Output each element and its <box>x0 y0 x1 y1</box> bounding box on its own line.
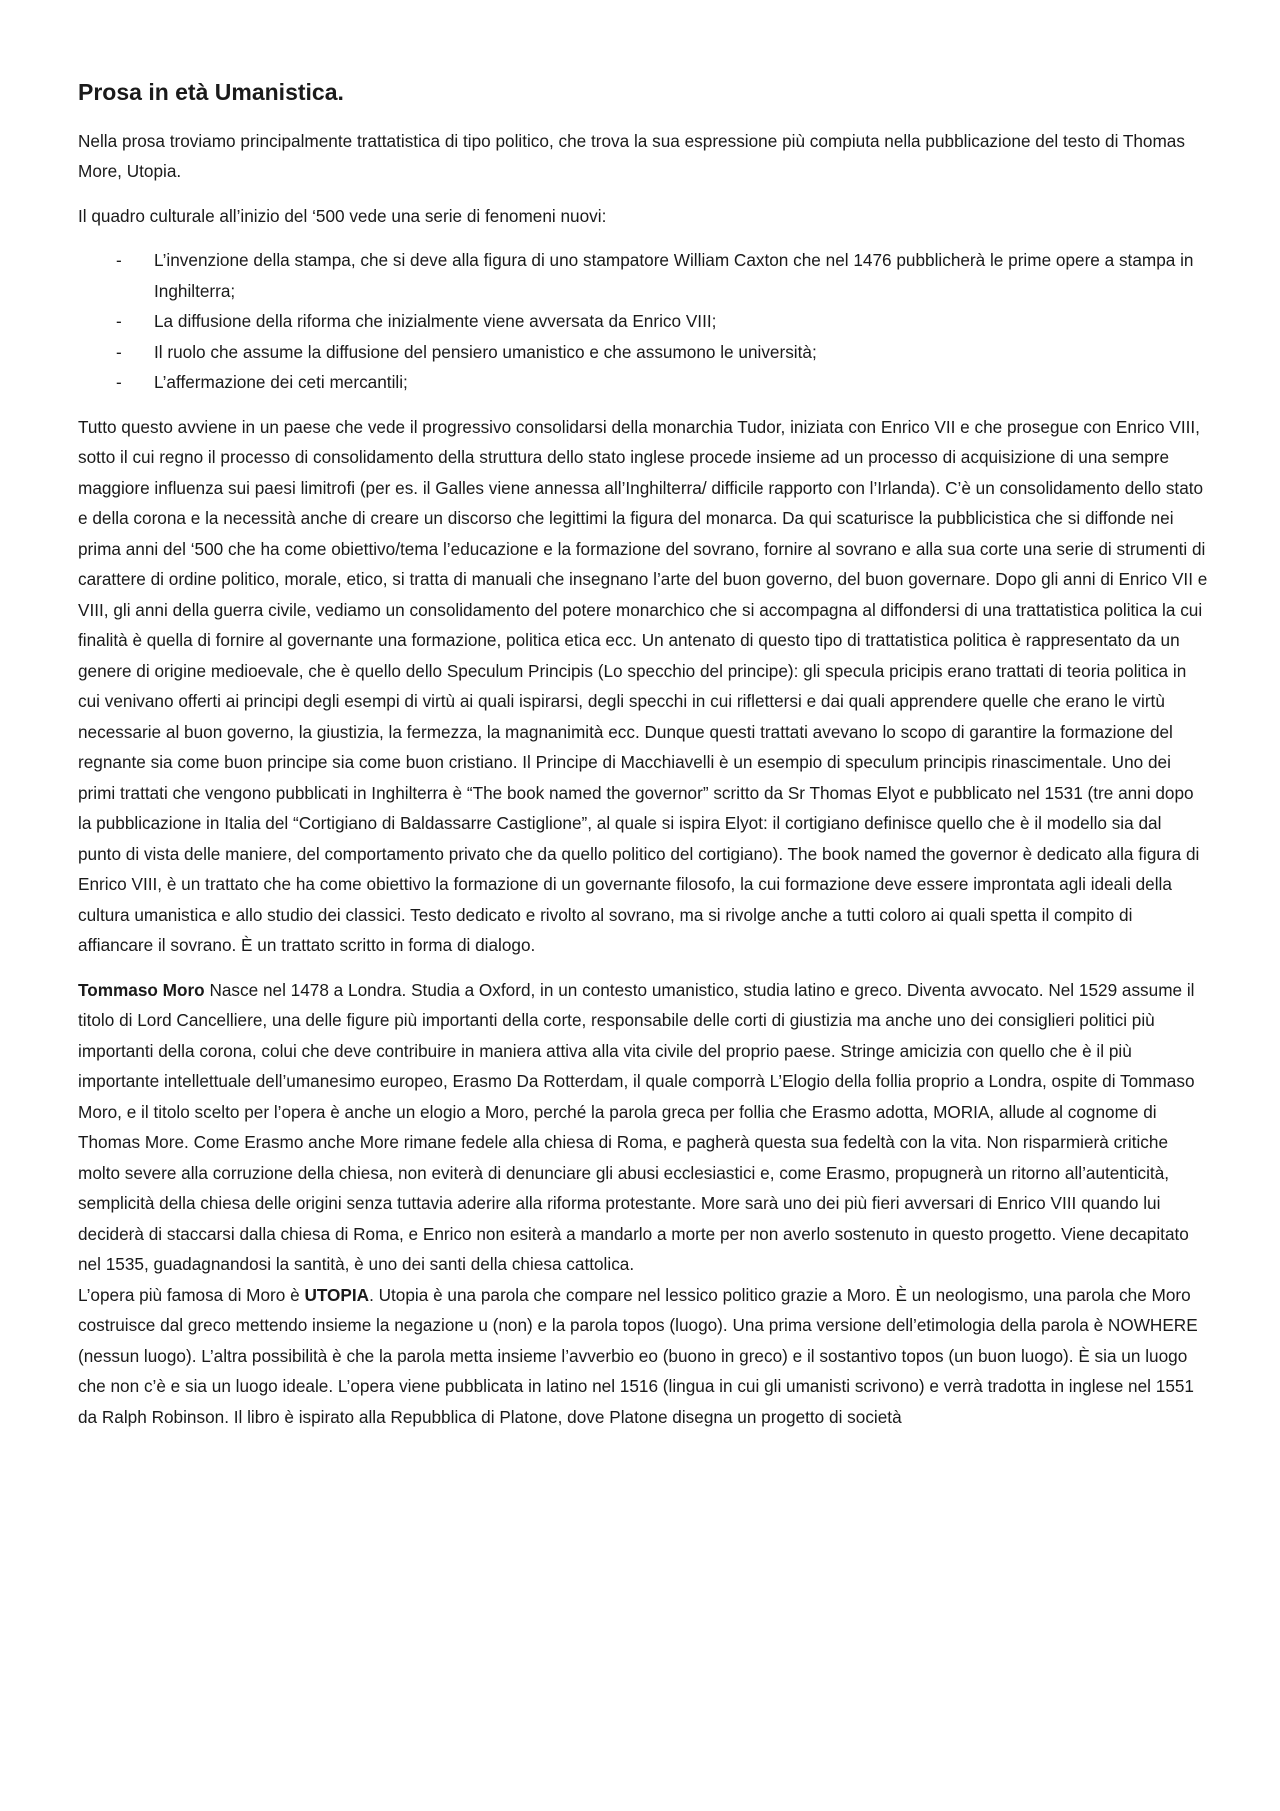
phenomena-list <box>78 245 1208 398</box>
dash-bullet: - <box>116 250 122 271</box>
list-item <box>78 245 1208 306</box>
dash-bullet: - <box>116 372 122 393</box>
utopia-body-text: . Utopia è una parola che compare nel lessico politico grazie a Moro. È un neologismo, una parola che Moro costruisce dal greco mettendo insieme la negazione u (non) e la parola topos (luogo). Una prima versione dell’etimologia della parola è NOWHERE (nessun luogo). L’altra possibilità è che la parola metta insieme l’avverbio eo (buono in greco) e il sostantivo topos (un buon luogo). È sia un luogo che non c’è e sia un luogo ideale. L’opera viene pubblicata in latino nel 1516 (lingua in cui gli umanisti scrivono) e verrà tradotta in inglese nel 1551 da Ralph Robinson. Il libro è ispirato alla Repubblica di Platone, dove Platone disegna un progetto di società <box>78 1284 1198 1427</box>
document-page <box>78 78 1208 1446</box>
moro-biography-text: Nasce nel 1478 a Londra. Studia a Oxford, in un contesto umanistico, studia latino e greco. Diventa avvocato. Nel 1529 assume il titolo di Lord Cancelliere, una delle figure più importanti della corte, responsabile delle corti di giustizia ma anche uno dei consiglieri politici più importanti della corona, colui che deve contribuire in maniera attiva alla vita civile del proprio paese. Stringe amicizia con quello che è il più importante intellettuale dell’umanesimo europeo, Erasmo Da Rotterdam, il quale comporrà L’Elogio della follia proprio a Londra, ospite di Tommaso Moro, e il titolo scelto per l’opera è anche un elogio a Moro, perché la parola greca per follia che Erasmo adotta, MORIA, allude al cognome di Thomas More. Come Erasmo anche More rimane fedele alla chiesa di Roma, e pagherà questa sua fedeltà con la vita. Non risparmierà critiche molto severe alla corruzione della chiesa, non eviterà di denunciare gli abusi ecclesiastici e, come Erasmo, propugnerà un ritorno all’autenticità, semplicità della chiesa delle origini senza tuttavia aderire alla riforma protestante. More sarà uno dei più fieri avversari di Enrico VIII quando lui deciderà di staccarsi dalla chiesa di Roma, e Enrico non esiterà a mandarlo a morte per non averlo sostenuto in questo progetto. Viene decapitato nel 1535, guadagnandosi la santità, è uno dei santi della chiesa cattolica. <box>78 979 1195 1275</box>
list-item-text: L’affermazione dei ceti mercantili; <box>154 372 408 393</box>
utopia-intro-text: L’opera più famosa di Moro è <box>78 1284 305 1305</box>
list-item <box>78 306 1208 337</box>
tudor-paragraph: Tutto questo avviene in un paese che vede il progressivo consolidarsi della monarchia Tudor, iniziata con Enrico VII e che prosegue con Enrico VIII, sotto il cui regno il processo di consolidamento della struttura dello stato inglese procede insieme ad un processo di acquisizione di una sempre maggiore influenza sui paesi limitrofi (per es. il Galles viene annessa all’Inghilterra/ difficile rapporto con l’Irlanda). C’è un consolidamento dello stato e della corona e la necessità anche di creare un discorso che legittimi la figura del monarca. Da qui scaturisce la pubblicistica che si diffonde nei prima anni del ‘500 che ha come obiettivo/tema l’educazione e la formazione del sovrano, fornire al sovrano e alla sua corte una serie di strumenti di carattere di ordine politico, morale, etico, si tratta di manuali che insegnano l’arte del buon governo, del buon governare. Dopo gli anni di Enrico VII e VIII, gli anni della guerra civile, vediamo un consolidamento del potere monarchico che si accompagna al diffondersi di una trattatistica politica la cui finalità è quella di fornire al governante una formazione, politica etica ecc. Un antenato di questo tipo di trattatistica politica è rappresentato da un genere di origine medioevale, che è quello dello Speculum Principis (Lo specchio del principe): gli specula pricipis erano trattati di teoria politica in cui venivano offerti ai principi degli esempi di virtù ai quali ispirarsi, degli specchi in cui riflettersi e dai quali apprendere quelle che erano le virtù necessarie al buon governo, la giustizia, la fermezza, la magnanimità ecc. Dunque questi trattati avevano lo scopo di garantire la formazione del regnante sia come buon principe sia come buon cristiano. Il Principe di Macchiavelli è un esempio di speculum principis rinascimentale. Uno dei primi trattati che vengono pubblicati in Inghilterra è “The book named the governor” scritto da Sr Thomas Elyot e pubblicato nel 1531 (tre anni dopo la pubblicazione in Italia del “Cortigiano di Baldassarre Castiglione”, al quale si ispira Elyot: il cortigiano definisce quello che è il modello sia dal punto di vista delle maniere, del comportamento privato che da quello politico del cortigiano). The book named the governor è dedicato alla figura di Enrico VIII, è un trattato che ha come obiettivo la formazione di un governante filosofo, la cui formazione deve essere improntata agli ideali della cultura umanistica e allo studio dei classici. Testo dedicato e rivolto al sovrano, ma si rivolge anche a tutti coloro ai quali spetta il compito di affiancare il sovrano. È un trattato scritto in forma di dialogo. <box>78 416 1208 956</box>
moro-heading: Tommaso Moro <box>78 979 205 1000</box>
document-title: Prosa in età Umanistica. <box>78 79 344 105</box>
list-item <box>78 367 1208 398</box>
list-item-text: La diffusione della riforma che inizialmente viene avversata da Enrico VIII; <box>154 311 717 332</box>
context-paragraph: Il quadro culturale all’inizio del ‘500 vede una serie di fenomeni nuovi: <box>78 205 607 226</box>
list-item <box>78 337 1208 368</box>
list-item-text: Il ruolo che assume la diffusione del pensiero umanistico e che assumono le università; <box>154 341 817 362</box>
utopia-keyword: UTOPIA <box>304 1284 370 1305</box>
dash-bullet: - <box>116 341 122 362</box>
list-item-text: L’invenzione della stampa, che si deve alla figura di uno stampatore William Caxton che nel 1476 pubblicherà le prime opere a stampa in Inghilterra; <box>154 250 1194 301</box>
utopia-paragraph <box>78 1280 1208 1433</box>
moro-biography-paragraph <box>78 975 1208 1280</box>
dash-bullet: - <box>116 311 122 332</box>
intro-paragraph: Nella prosa troviamo principalmente trattatistica di tipo politico, che trova la sua espressione più compiuta nella pubblicazione del testo di Thomas More, Utopia. <box>78 130 1185 182</box>
